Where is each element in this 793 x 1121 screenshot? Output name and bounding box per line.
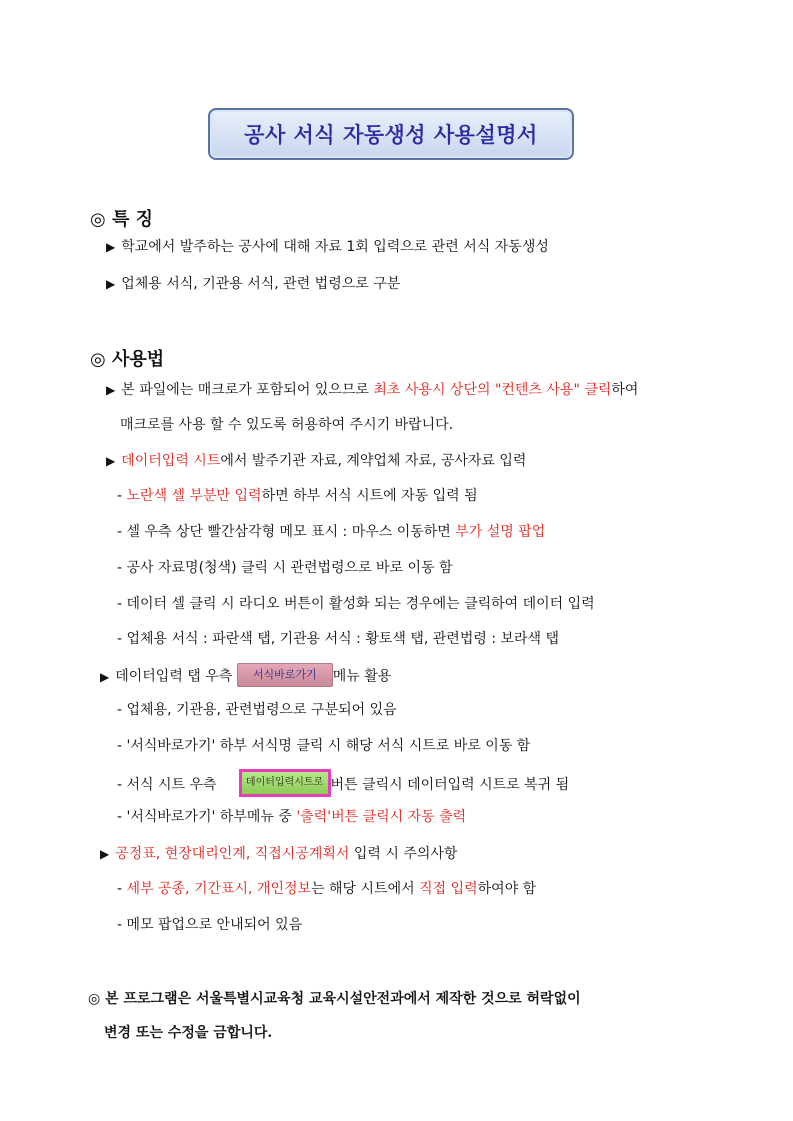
sub-text-10: 는 해당 시트에서 xyxy=(311,881,420,897)
features-heading: ◎ 특 징 xyxy=(90,209,154,230)
yellow-cell-note: 노란색 셀 부분만 입력 xyxy=(126,488,262,504)
goto-text-end: 메뉴 활용 xyxy=(332,668,392,685)
detail-red-text: 세부 공종, 기간표시, 개인정보 xyxy=(126,881,312,897)
sub-line-9 xyxy=(117,808,466,826)
sub-text-1: 하면 하부 서식 시트에 자동 입력 됨 xyxy=(261,488,478,504)
macro-red-text: 최초 사용시 상단의 "컨텐츠 사용" 클릭 xyxy=(373,382,612,398)
sub-line-5: - 업체용 서식 : 파란색 탭, 기관용 서식 : 황토색 탭, 관련법령 : 보라색 탭 xyxy=(117,631,560,647)
feature-item-1 xyxy=(106,238,549,256)
sub-line-3: - 공사 자료명(청색) 클릭 시 관련법령으로 바로 이동 함 xyxy=(117,560,453,576)
caution-text: 입력 시 주의사항 xyxy=(349,846,458,862)
auto-print-note: '출력'버튼 클릭시 자동 출력 xyxy=(296,809,467,825)
sub-line-7: - '서식바로가기' 하부 서식명 클릭 시 해당 서식 시트로 바로 이동 함 xyxy=(117,738,531,754)
sub-line-2 xyxy=(117,523,545,541)
dash: - xyxy=(117,488,127,504)
sub-text-8: - 서식 시트 우측 xyxy=(117,777,217,793)
footer-line-1: ◎ 본 프로그램은 서울특별시교육청 교육시설안전과에서 제작한 것으로 허락없이 xyxy=(88,991,581,1007)
macro-line-2: 매크로를 사용 할 수 있도록 허용하여 주시기 바랍니다. xyxy=(120,417,454,433)
usage-heading: ◎ 사용법 xyxy=(90,349,165,370)
bullet-icon: ▶ xyxy=(100,847,110,861)
data-input-line xyxy=(106,452,526,470)
macro-line-1 xyxy=(106,381,638,399)
bullet-icon: ▶ xyxy=(106,277,116,291)
macro-text: 본 파일에는 매크로가 포함되어 있으므로 xyxy=(121,382,374,398)
caution-line xyxy=(100,845,457,863)
sub-text-8-end: 버튼 클릭시 데이터입력 시트로 복귀 됨 xyxy=(330,777,570,793)
sub-line-10 xyxy=(117,880,536,898)
sub-text-9: - '서식바로가기' 하부메뉴 중 xyxy=(117,809,297,825)
bullet-icon: ▶ xyxy=(106,383,116,397)
feature-text-2: 업체용 서식, 기관용 서식, 관련 법령으로 구분 xyxy=(121,276,401,292)
sub-line-11: - 메모 팝업으로 안내되어 있음 xyxy=(117,917,303,933)
goto-text: 데이터입력 탭 우측 xyxy=(115,668,237,685)
footer-line-2: 변경 또는 수정을 금합니다. xyxy=(104,1025,273,1041)
data-input-text: 에서 발주기관 자료, 계약업체 자료, 공사자료 입력 xyxy=(220,453,527,469)
sub-line-8 xyxy=(117,773,569,797)
sub-line-6: - 업체용, 기관용, 관련법령으로 구분되어 있음 xyxy=(117,702,397,718)
goto-line xyxy=(100,666,391,687)
sub-text-2: - 셀 우측 상단 빨간삼각형 메모 표시 : 마우스 이동하면 xyxy=(117,524,456,540)
page-title: 공사 서식 자동생성 사용설명서 xyxy=(244,123,538,147)
form-shortcut-button[interactable]: 서식바로가기 xyxy=(237,663,333,687)
data-input-sheet-label: 데이터입력 시트 xyxy=(121,453,221,469)
feature-text-1: 학교에서 발주하는 공사에 대해 자료 1회 입력으로 관련 서식 자동생성 xyxy=(121,239,549,255)
title-box xyxy=(208,108,574,160)
sub-text-10-end: 하여야 함 xyxy=(477,881,537,897)
direct-input-note: 직접 입력 xyxy=(419,881,478,897)
sub-line-4: - 데이터 셀 클릭 시 라디오 버튼이 활성화 되는 경우에는 클릭하여 데이터 입력 xyxy=(117,596,595,612)
popup-note: 부가 설명 팝업 xyxy=(455,524,546,540)
return-to-data-input-button[interactable]: 데이터입력시트로 xyxy=(239,769,331,797)
sub-line-1 xyxy=(117,487,478,505)
dash: - xyxy=(117,881,127,897)
bullet-icon: ▶ xyxy=(106,240,116,254)
bullet-icon: ▶ xyxy=(106,454,116,468)
feature-item-2 xyxy=(106,275,400,293)
caution-red-text: 공정표, 현장대리인계, 직접시공계획서 xyxy=(115,846,350,862)
macro-text-end: 하여 xyxy=(611,382,639,398)
bullet-icon: ▶ xyxy=(100,669,110,684)
